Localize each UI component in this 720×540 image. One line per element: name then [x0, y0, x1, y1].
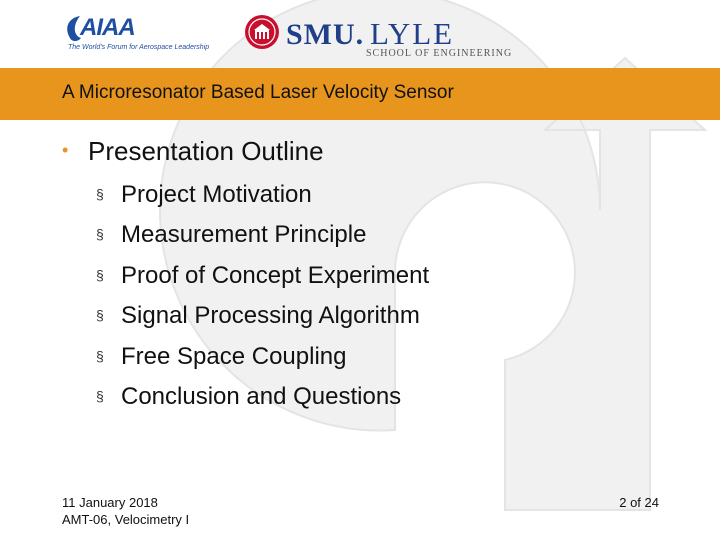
section-bullet-icon: §	[96, 266, 104, 283]
outline-item-text: Project Motivation	[121, 181, 312, 208]
outline-item-text: Signal Processing Algorithm	[121, 302, 420, 330]
page-number: 2 of 24	[619, 495, 659, 510]
outline-item-text: Free Space Coupling	[121, 342, 347, 370]
outline-item-text: Proof of Concept Experiment	[121, 261, 430, 289]
footer-info	[62, 494, 189, 528]
outline-list	[96, 174, 429, 416]
footer-session: AMT-06, Velocimetry I	[62, 512, 190, 527]
lyle-logo-text: LYLE	[370, 16, 455, 51]
outline-item	[96, 336, 429, 376]
lyle-subtitle: SCHOOL OF ENGINEERING	[366, 48, 513, 59]
slide-title: A Microresonator Based Laser Velocity Sensor	[62, 82, 454, 103]
outline-item	[96, 255, 429, 295]
section-bullet-icon: §	[96, 347, 104, 364]
smu-seal-icon	[244, 14, 280, 50]
outline-item	[96, 295, 429, 335]
section-bullet-icon: §	[96, 387, 104, 404]
outline-item	[96, 174, 429, 214]
footer-date: 11 January 2018	[62, 495, 158, 510]
heading-bullet-icon: •	[62, 140, 69, 160]
smu-logo-text: SMU.	[286, 18, 365, 51]
section-bullet-icon: §	[96, 307, 104, 324]
section-bullet-icon: §	[96, 226, 104, 243]
aiaa-tagline: The World's Forum for Aerospace Leadership	[68, 44, 210, 51]
aiaa-logo-text: AIAA	[80, 14, 135, 41]
outline-item	[96, 214, 429, 254]
section-heading	[62, 136, 324, 167]
smu-lyle-logo	[244, 12, 514, 58]
section-bullet-icon: §	[96, 186, 104, 202]
outline-item	[96, 376, 429, 416]
heading-text: Presentation Outline	[88, 136, 324, 166]
outline-item-text: Measurement Principle	[121, 221, 367, 249]
aiaa-logo	[64, 12, 210, 58]
outline-item-text: Conclusion and Questions	[121, 382, 402, 410]
